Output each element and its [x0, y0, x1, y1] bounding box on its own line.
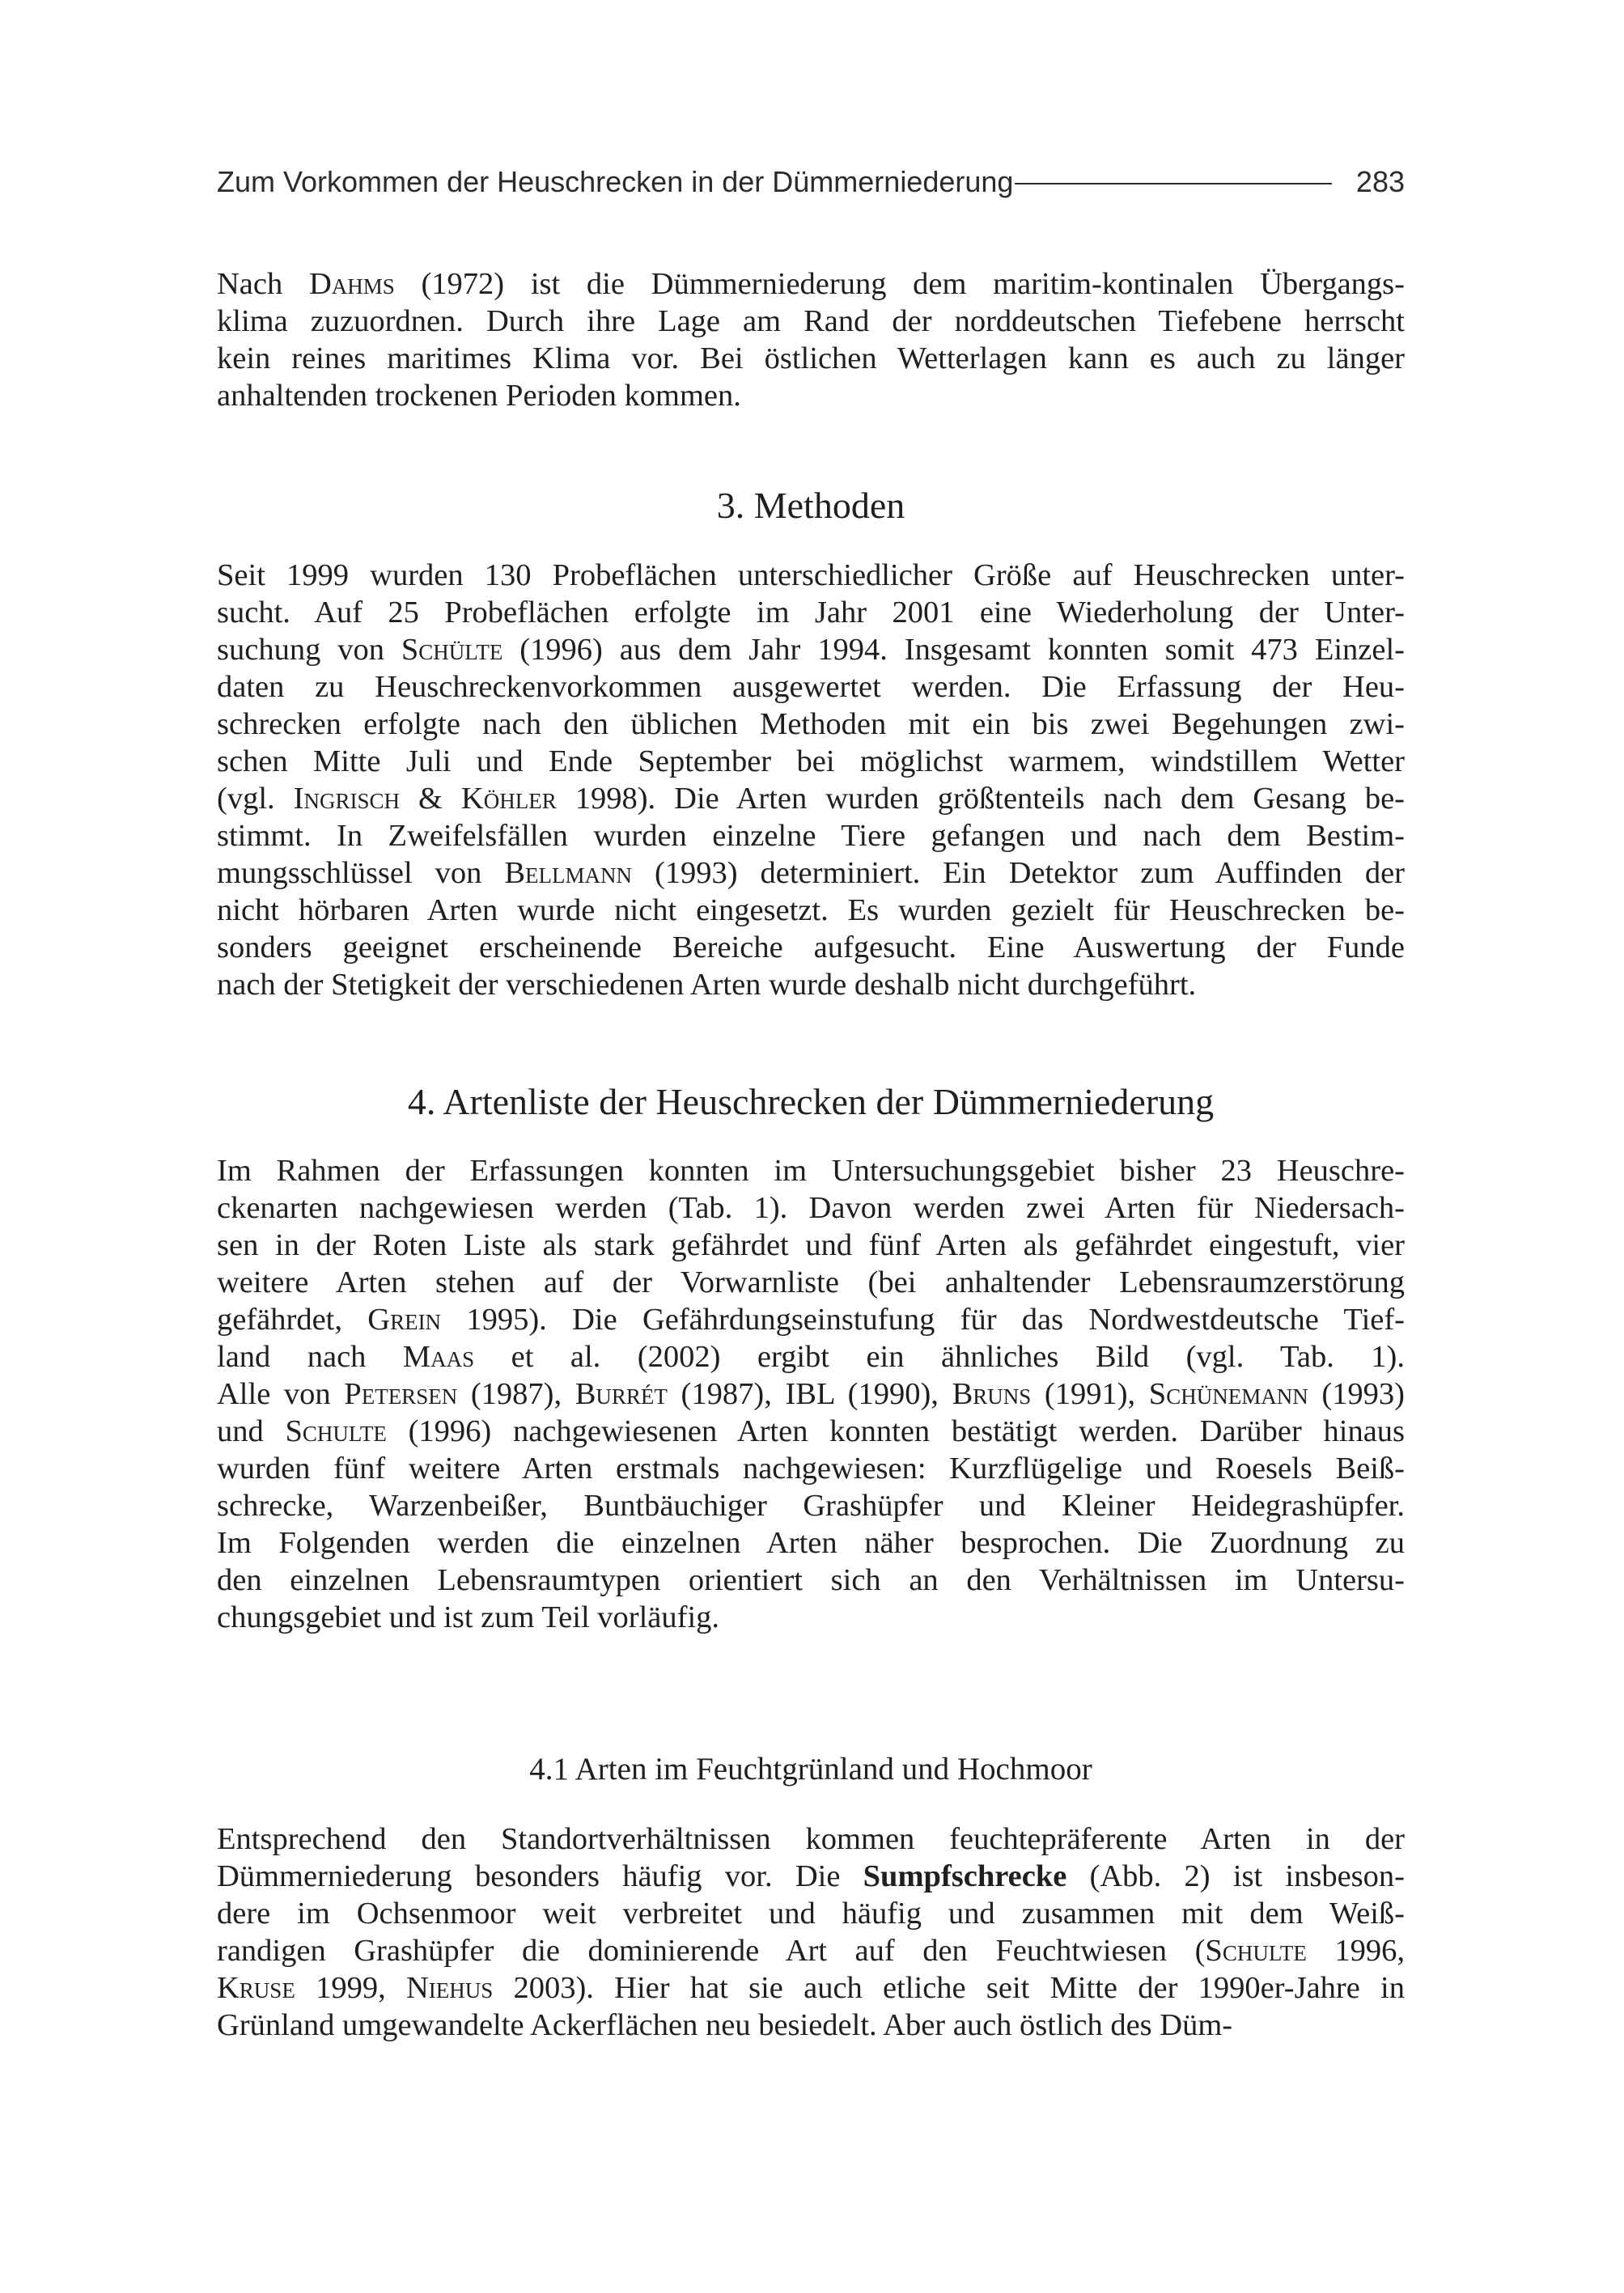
text-line: suchung von Schülte (1996) aus dem Jahr 1994. Insgesamt konnten somit 473 Einzel- [217, 633, 1405, 667]
text-line: chungsgebiet und ist zum Teil vorläufig. [217, 1600, 720, 1634]
author-name: Burrét [575, 1377, 668, 1411]
running-head [217, 162, 1405, 202]
text-line: nicht hörbaren Arten wurde nicht eingesetzt. Es wurden gezielt für Heuschrecken be- [217, 893, 1405, 927]
text-line: mungsschlüssel von Bellmann (1993) determiniert. Ein Detektor zum Auffinden der [217, 856, 1405, 890]
text-line: schen Mitte Juli und Ende September bei möglichst warmem, windstillem Wetter [217, 744, 1405, 778]
text-line: Grünland umgewandelte Ackerflächen neu besiedelt. Aber auch östlich des Düm- [217, 2008, 1233, 2042]
text-line: ckenarten nachgewiesen werden (Tab. 1). Davon werden zwei Arten für Niedersach- [217, 1191, 1405, 1225]
author-name: Köhler [460, 782, 557, 816]
section-heading-artenliste: 4. Artenliste der Heuschrecken der Dümmerniederung [407, 1081, 1215, 1122]
text-line: daten zu Heuschreckenvorkommen ausgewertet werden. Die Erfassung der Heu- [217, 670, 1405, 704]
text-line: sonders geeignet erscheinende Bereiche aufgesucht. Eine Auswertung der Funde [217, 930, 1405, 964]
text-line: und Schulte (1996) nachgewiesenen Arten konnten bestätigt werden. Darüber hinaus [217, 1414, 1406, 1448]
text-line: schrecken erfolgte nach den üblichen Methoden mit ein bis zwei Begehungen zwi- [217, 707, 1405, 741]
text-line: schrecke, Warzenbeißer, Buntbäuchiger Grashüpfer und Kleiner Heidegrashüpfer. [217, 1489, 1405, 1523]
text-line: Seit 1999 wurden 130 Probeflächen unterschiedlicher Größe auf Heuschrecken unter- [217, 558, 1405, 592]
text-line: klima zuzuordnen. Durch ihre Lage am Rand der norddeutschen Tiefebene herrscht [217, 304, 1405, 338]
text-line: dere im Ochsenmoor weit verbreitet und häufig und zusammen mit dem Weiß- [217, 1897, 1405, 1931]
text-line: nach der Stetigkeit der verschiedenen Arten wurde deshalb nicht durchgeführt. [217, 968, 1197, 1002]
author-name: Ingrisch [293, 782, 400, 816]
intro-paragraph [217, 265, 1405, 414]
species-name: Sumpfschrecke [863, 1859, 1067, 1893]
running-head-title: Zum Vorkommen der Heuschrecken in der Dümmerniederung [217, 165, 1014, 198]
author-name: Kruse [217, 1971, 295, 2005]
text-line: Alle von Petersen (1987), Burrét (1987), IBL (1990), Bruns (1991), Schünemann (1993) [217, 1377, 1405, 1411]
text-line: Entsprechend den Standortverhältnissen kommen feuchtepräferente Arten in der [217, 1822, 1405, 1856]
author-name: Schulte [1205, 1934, 1307, 1968]
text-line: wurden fünf weitere Arten erstmals nachgewiesen: Kurzflügelige und Roesels Beiß- [217, 1452, 1405, 1486]
text-line: anhaltenden trockenen Perioden kommen. [217, 379, 741, 413]
author-name: Bellmann [504, 856, 632, 890]
text-line: stimmt. In Zweifelsfällen wurden einzelne Tiere gefangen und nach dem Bestim- [217, 819, 1405, 853]
subsection-heading-feuchtgruenland: 4.1 Arten im Feuchtgrünland und Hochmoor [529, 1752, 1092, 1787]
text-line: Im Folgenden werden die einzelnen Arten näher besprochen. Die Zuordnung zu [217, 1526, 1405, 1560]
author-name: Schünemann [1148, 1377, 1308, 1411]
text-line: Im Rahmen der Erfassungen konnten im Untersuchungsgebiet bisher 23 Heuschre- [217, 1154, 1405, 1188]
author-name: Petersen [344, 1377, 458, 1411]
author-name: Maas [402, 1340, 475, 1374]
text-line: weitere Arten stehen auf der Vorwarnliste (bei anhaltender Lebensraumzerstörung [217, 1265, 1405, 1299]
author-name: Schülte [401, 633, 503, 667]
text-line: Nach Dahms (1972) ist die Dümmerniederung dem maritim-kontinalen Übergangs- [217, 267, 1405, 301]
text-line: land nach Maas et al. (2002) ergibt ein ähnliches Bild (vgl. Tab. 1). [217, 1340, 1405, 1374]
artenliste-paragraph [217, 1152, 1405, 1636]
text-line: sen in der Roten Liste als stark gefährdet und fünf Arten als gefährdet eingestuft, vier [217, 1228, 1405, 1262]
author-name: Dahms [308, 267, 395, 301]
author-name: Grein [367, 1303, 442, 1337]
author-name: Schulte [285, 1414, 387, 1448]
section-heading-methoden: 3. Methoden [716, 485, 905, 526]
running-head-rule [1015, 183, 1331, 184]
methoden-paragraph [217, 557, 1405, 1003]
page-number: 283 [1355, 165, 1405, 198]
text-line: (vgl. Ingrisch & Köhler 1998). Die Arten wurden größtenteils nach dem Gesang be- [217, 782, 1405, 816]
text-line: Dümmerniederung besonders häufig vor. Die Sumpfschrecke (Abb. 2) ist insbeson- [217, 1859, 1405, 1893]
text-line: randigen Grashüpfer die dominierende Art auf den Feuchtwiesen (Schulte 1996, [217, 1934, 1405, 1968]
text-line: gefährdet, Grein 1995). Die Gefährdungseinstufung für das Nordwestdeutsche Tief- [217, 1303, 1405, 1337]
text-line: den einzelnen Lebensraumtypen orientiert sich an den Verhältnissen im Untersu- [217, 1563, 1405, 1597]
text-line: sucht. Auf 25 Probeflächen erfolgte im Jahr 2001 eine Wiederholung der Unter- [217, 596, 1405, 629]
text-line: kein reines maritimes Klima vor. Bei östlichen Wetterlagen kann es auch zu länger [217, 341, 1405, 375]
feuchtgruenland-paragraph [217, 1820, 1405, 2044]
text-line: Kruse 1999, Niehus 2003). Hier hat sie auch etliche seit Mitte der 1990er-Jahre in [217, 1971, 1405, 2005]
author-name: Bruns [952, 1377, 1032, 1411]
author-name: Niehus [405, 1971, 494, 2005]
